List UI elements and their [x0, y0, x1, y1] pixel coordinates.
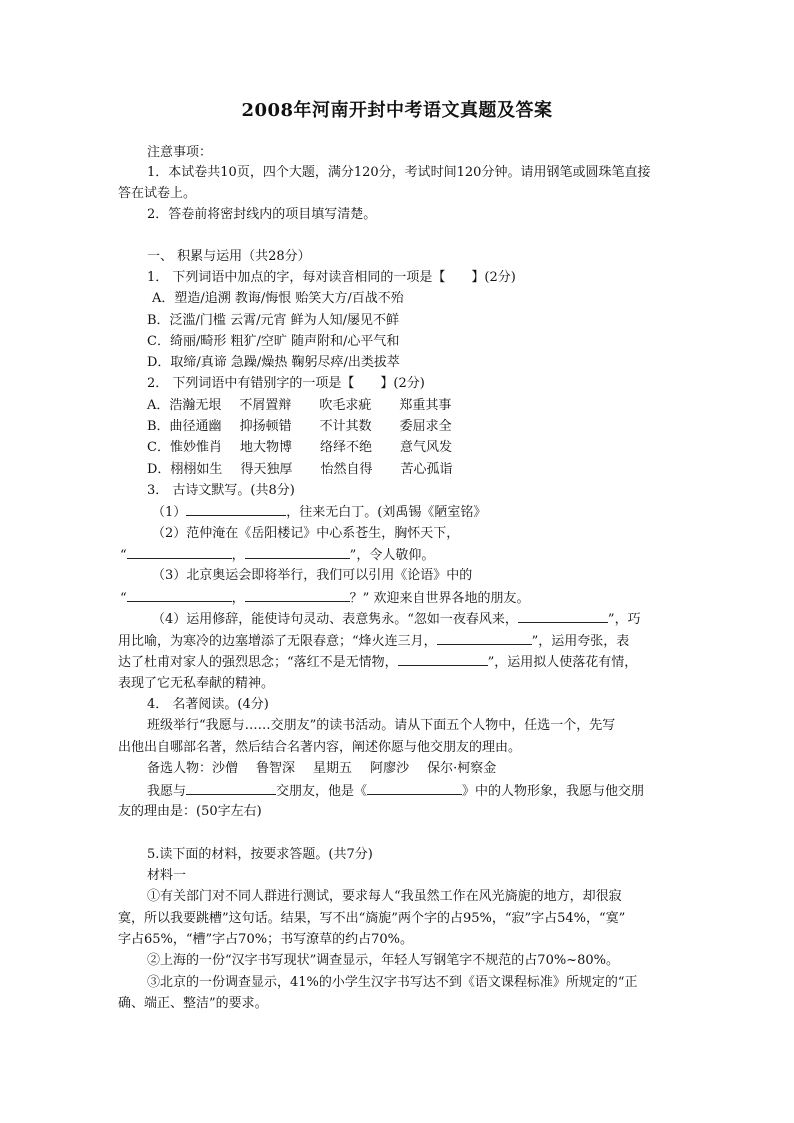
q3-4-text-1: （4）运用修辞，能使诗句灵动、表意隽永。“忽如一夜春风来， [152, 612, 518, 627]
q2-a-word-3: 吹毛求疵 [319, 398, 372, 413]
q1-option-c: C．绮丽/畸形 粗犷/空旷 随声附和/心平气和 [147, 334, 400, 349]
q1-option-a: A．塑造/追溯 教诲/悔恨 贻笑大方/百战不殆 [152, 291, 404, 306]
notice-heading: 注意事项： [147, 145, 213, 160]
q2-c-word-2: 地大物博 [239, 440, 292, 455]
q3-1-text: ，往来无白丁。(刘禹锡《陋室铭》 [286, 505, 487, 520]
q3-4-text-3: 用比喻，为寒冷的边塞增添了无限春意；“烽火连三月， [118, 634, 437, 649]
q3-item-3-blanks [120, 588, 529, 609]
section-heading: 一、 积累与运用（共28分） [147, 249, 311, 264]
q2-option-b [147, 417, 452, 437]
open-quote: “ [120, 548, 127, 563]
page-title: 2008年河南开封中考语文真题及答案 [241, 100, 553, 121]
answer-blank[interactable] [398, 652, 488, 666]
answer-blank[interactable] [127, 545, 232, 559]
material-1: ①有关部门对不同人群进行测试，要求每人“我虽然工作在风光旖旎的地方，却很寂 [147, 889, 622, 904]
candidate-name: 阿廖沙 [370, 761, 410, 776]
material-3-cont: 确、端正、整洁”的要求。 [118, 996, 268, 1011]
q4-paragraph-1-cont: 出他出自哪部名著，然后结合名著内容，阐述你愿与他交朋友的理由。 [118, 740, 522, 755]
answer-blank[interactable] [245, 545, 350, 559]
q2-d-word-2: 得天独厚 [240, 462, 293, 477]
q2-d-word-1: D．栩栩如生 [147, 462, 223, 477]
question-3-stem: 3． 古诗文默写。(共8分) [147, 483, 295, 498]
q3-item-3: （3）北京奥运会即将举行，我们可以引用《论语》中的 [152, 568, 473, 583]
notice-item-1: 1．本试卷共10页，四个大题，满分120分，考试时间120分钟。请用钢笔或圆珠笔直接 [147, 165, 651, 180]
comma: ， [231, 591, 245, 606]
material-3: ③北京的一份调查显示，41%的小学生汉字书写达不到《语文课程标准》所规定的“正 [147, 975, 638, 990]
q2-c-word-1: C．惟妙惟肖 [147, 440, 222, 455]
question-4-stem: 4． 名著阅读。(4分) [147, 697, 269, 712]
q2-d-word-4: 苦心孤诣 [400, 462, 453, 477]
comma: ， [231, 548, 245, 563]
q3-3-end: ？” 欢迎来自世界各地的朋友。 [349, 591, 530, 606]
q3-item-1 [152, 502, 486, 523]
q3-item-2: （2）范仲淹在《岳阳楼记》中心系苍生，胸怀天下， [152, 526, 460, 541]
q3-item-4 [152, 609, 641, 630]
candidate-name: 鲁智深 [256, 761, 296, 776]
material-1-cont: 寞，所以我要跳槽”这句话。结果，写不出“旖旎”两个字的占95%，“寂”字占54%，“寞” [118, 911, 626, 926]
q2-a-word-2: 不屑置辩 [239, 398, 292, 413]
answer-blank[interactable] [186, 781, 276, 795]
q2-b-word-4: 委屈求全 [399, 419, 452, 434]
q4-answer-line [147, 781, 644, 802]
q3-4-text-6: ”，运用拟人使落花有情， [487, 655, 638, 670]
q3-item-2-blanks [120, 545, 434, 566]
q1-option-d: D．取缔/真谛 急躁/燥热 鞠躬尽瘁/出类拔萃 [147, 355, 400, 370]
question-1-stem: 1． 下列词语中加点的字，每对读音相同的一项是【 】(2分) [147, 270, 516, 285]
material-2: ②上海的一份“汉字书写现状”调查显示，年轻人写钢笔字不规范的占70%~80%。 [147, 953, 619, 968]
q4-paragraph-1: 班级举行“我愿与……交朋友”的读书活动。请从下面五个人物中，任选一个，先写 [147, 718, 616, 733]
q2-option-d [147, 460, 452, 480]
q3-4-text-4: ”，运用夸张，表 [531, 634, 630, 649]
answer-blank[interactable] [186, 502, 286, 516]
notice-item-1-cont: 答在试卷上。 [118, 186, 197, 201]
answer-blank[interactable] [245, 588, 350, 602]
q2-b-word-3: 不计其数 [319, 419, 372, 434]
q3-item-4-line-4: 表现了它无私奉献的精神。 [118, 676, 275, 691]
q2-c-word-4: 意气风发 [399, 440, 452, 455]
q3-item-4-line-2 [118, 631, 629, 652]
q4-answer-post: 》中的人物形象，我愿与他交朋 [462, 784, 645, 799]
q2-b-word-1: B．曲径通幽 [147, 419, 222, 434]
q2-option-a [147, 396, 451, 416]
question-5-stem: 5.读下面的材料，按要求答题。(共7分) [147, 847, 373, 862]
candidate-name: 沙僧 [212, 761, 239, 776]
candidate-name: 保尔·柯察金 [427, 761, 497, 776]
q2-a-word-4: 郑重其事 [399, 398, 452, 413]
question-2-stem: 2． 下列词语中有错别字的一项是【 】(2分) [147, 376, 425, 391]
q2-b-word-2: 抑扬顿错 [239, 419, 292, 434]
q3-4-text-5: 达了杜甫对家人的强烈思念；“落红不是无情物， [118, 655, 398, 670]
q2-c-word-3: 络绎不绝 [319, 440, 372, 455]
q4-answer-pre: 我愿与 [147, 784, 187, 799]
answer-blank[interactable] [518, 609, 608, 623]
q3-item-4-line-3 [118, 652, 637, 673]
q2-d-word-3: 怡然自得 [320, 462, 373, 477]
q3-4-text-2: ”，巧 [607, 612, 641, 627]
q1-option-b: B．泛滥/门槛 云霄/元宵 鲜为人知/屡见不鲜 [147, 313, 399, 328]
candidates-label: 备选人物： [147, 761, 213, 776]
q3-1-number: （1） [152, 505, 187, 520]
q4-answer-line-2: 友的理由是：(50字左右) [118, 804, 262, 819]
material-label: 材料一 [147, 868, 187, 883]
q4-candidates [147, 759, 496, 779]
material-1-cont-2: 字占65%，“槽”字占70%；书写潦草的约占70%。 [118, 932, 413, 947]
candidate-name: 星期五 [313, 761, 353, 776]
q3-2-end: ”，令人敬仰。 [349, 548, 435, 563]
open-quote: “ [120, 591, 127, 606]
q4-answer-mid: 交朋友，他是《 [276, 784, 368, 799]
notice-item-2: 2．答卷前将密封线内的项目填写清楚。 [147, 207, 377, 222]
answer-blank[interactable] [127, 588, 232, 602]
q2-a-word-1: A．浩瀚无垠 [147, 398, 222, 413]
answer-blank[interactable] [367, 781, 462, 795]
answer-blank[interactable] [437, 631, 532, 645]
q2-option-c [147, 438, 452, 458]
